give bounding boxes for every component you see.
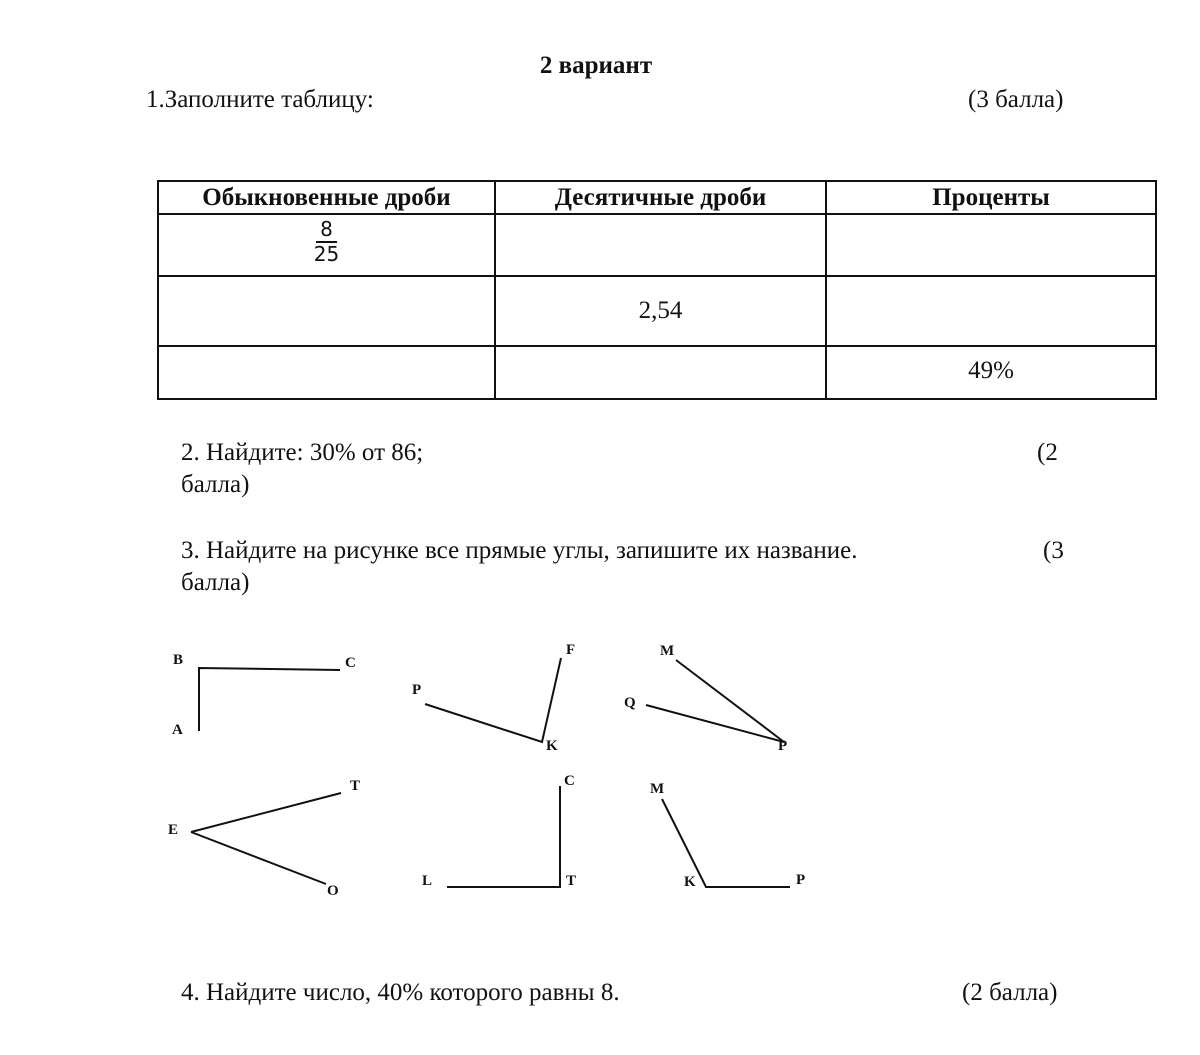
angle-teo-line-1: [191, 793, 341, 832]
label-mpq-p1: M: [660, 643, 675, 659]
variant-title: 2 вариант: [539, 52, 653, 79]
task-3-text: 3. Найдите на рисунке все прямые углы, запишите их название.: [181, 537, 858, 564]
angle-teo-line-2: [191, 832, 326, 884]
angle-pkf-lines: [425, 658, 561, 742]
fraction-numerator: 8: [316, 218, 337, 243]
label-abc-p2: C: [345, 655, 356, 671]
task-4-points: (2 балла): [962, 979, 1058, 1006]
label-pkf-vertex: K: [546, 738, 558, 754]
task-3-points-open: (3: [1043, 537, 1064, 564]
label-ltc-vertex: T: [566, 873, 577, 889]
angle-ltc-lines: [447, 786, 560, 887]
angle-abc-lines: [199, 668, 340, 731]
angle-mkp-lines: [662, 799, 790, 887]
label-mpq-vertex: P: [778, 738, 788, 754]
label-teo-p2: O: [327, 883, 339, 899]
label-teo-vertex: E: [168, 822, 179, 838]
angle-pkf: [412, 642, 575, 754]
task-1-text: 1.Заполните таблицу:: [146, 86, 374, 113]
angle-mpq-line-1: [676, 660, 784, 742]
label-abc-vertex: B: [173, 652, 184, 668]
label-mkp-p2: P: [796, 872, 806, 888]
label-abc-p1: A: [172, 722, 183, 738]
label-ltc-p1: L: [422, 873, 433, 889]
label-pkf-p1: P: [412, 682, 422, 698]
label-mkp-vertex: K: [684, 874, 696, 890]
task-2-points-open: (2: [1037, 439, 1058, 466]
label-pkf-p2: F: [566, 642, 576, 658]
label-mkp-p1: M: [650, 781, 665, 797]
label-teo-p1: T: [350, 778, 361, 794]
header-percents: Проценты: [826, 181, 1156, 214]
task-3-points-close: балла): [181, 569, 250, 596]
task-1-points: (3 балла): [968, 86, 1064, 113]
task-2-points-close: балла): [181, 471, 250, 498]
header-decimal-fractions: Десятичные дроби: [495, 181, 826, 214]
fraction-denominator: 25: [313, 242, 340, 266]
task-4-text: 4. Найдите число, 40% которого равны 8.: [181, 979, 620, 1006]
header-common-fractions: Обыкновенные дроби: [158, 181, 495, 214]
cell-percent-value: 49%: [968, 357, 1014, 384]
angle-abc: [172, 652, 356, 738]
angle-mkp: [650, 781, 805, 890]
task-2-text: 2. Найдите: 30% от 86;: [181, 439, 424, 466]
angle-mpq: [624, 643, 787, 754]
angle-mpq-line-2: [646, 705, 784, 742]
angle-ltc: [422, 773, 576, 889]
cell-decimal: 2,54: [495, 276, 826, 346]
label-ltc-p2: C: [564, 773, 575, 789]
angle-teo: [168, 778, 360, 899]
label-mpq-p2: Q: [624, 695, 636, 711]
